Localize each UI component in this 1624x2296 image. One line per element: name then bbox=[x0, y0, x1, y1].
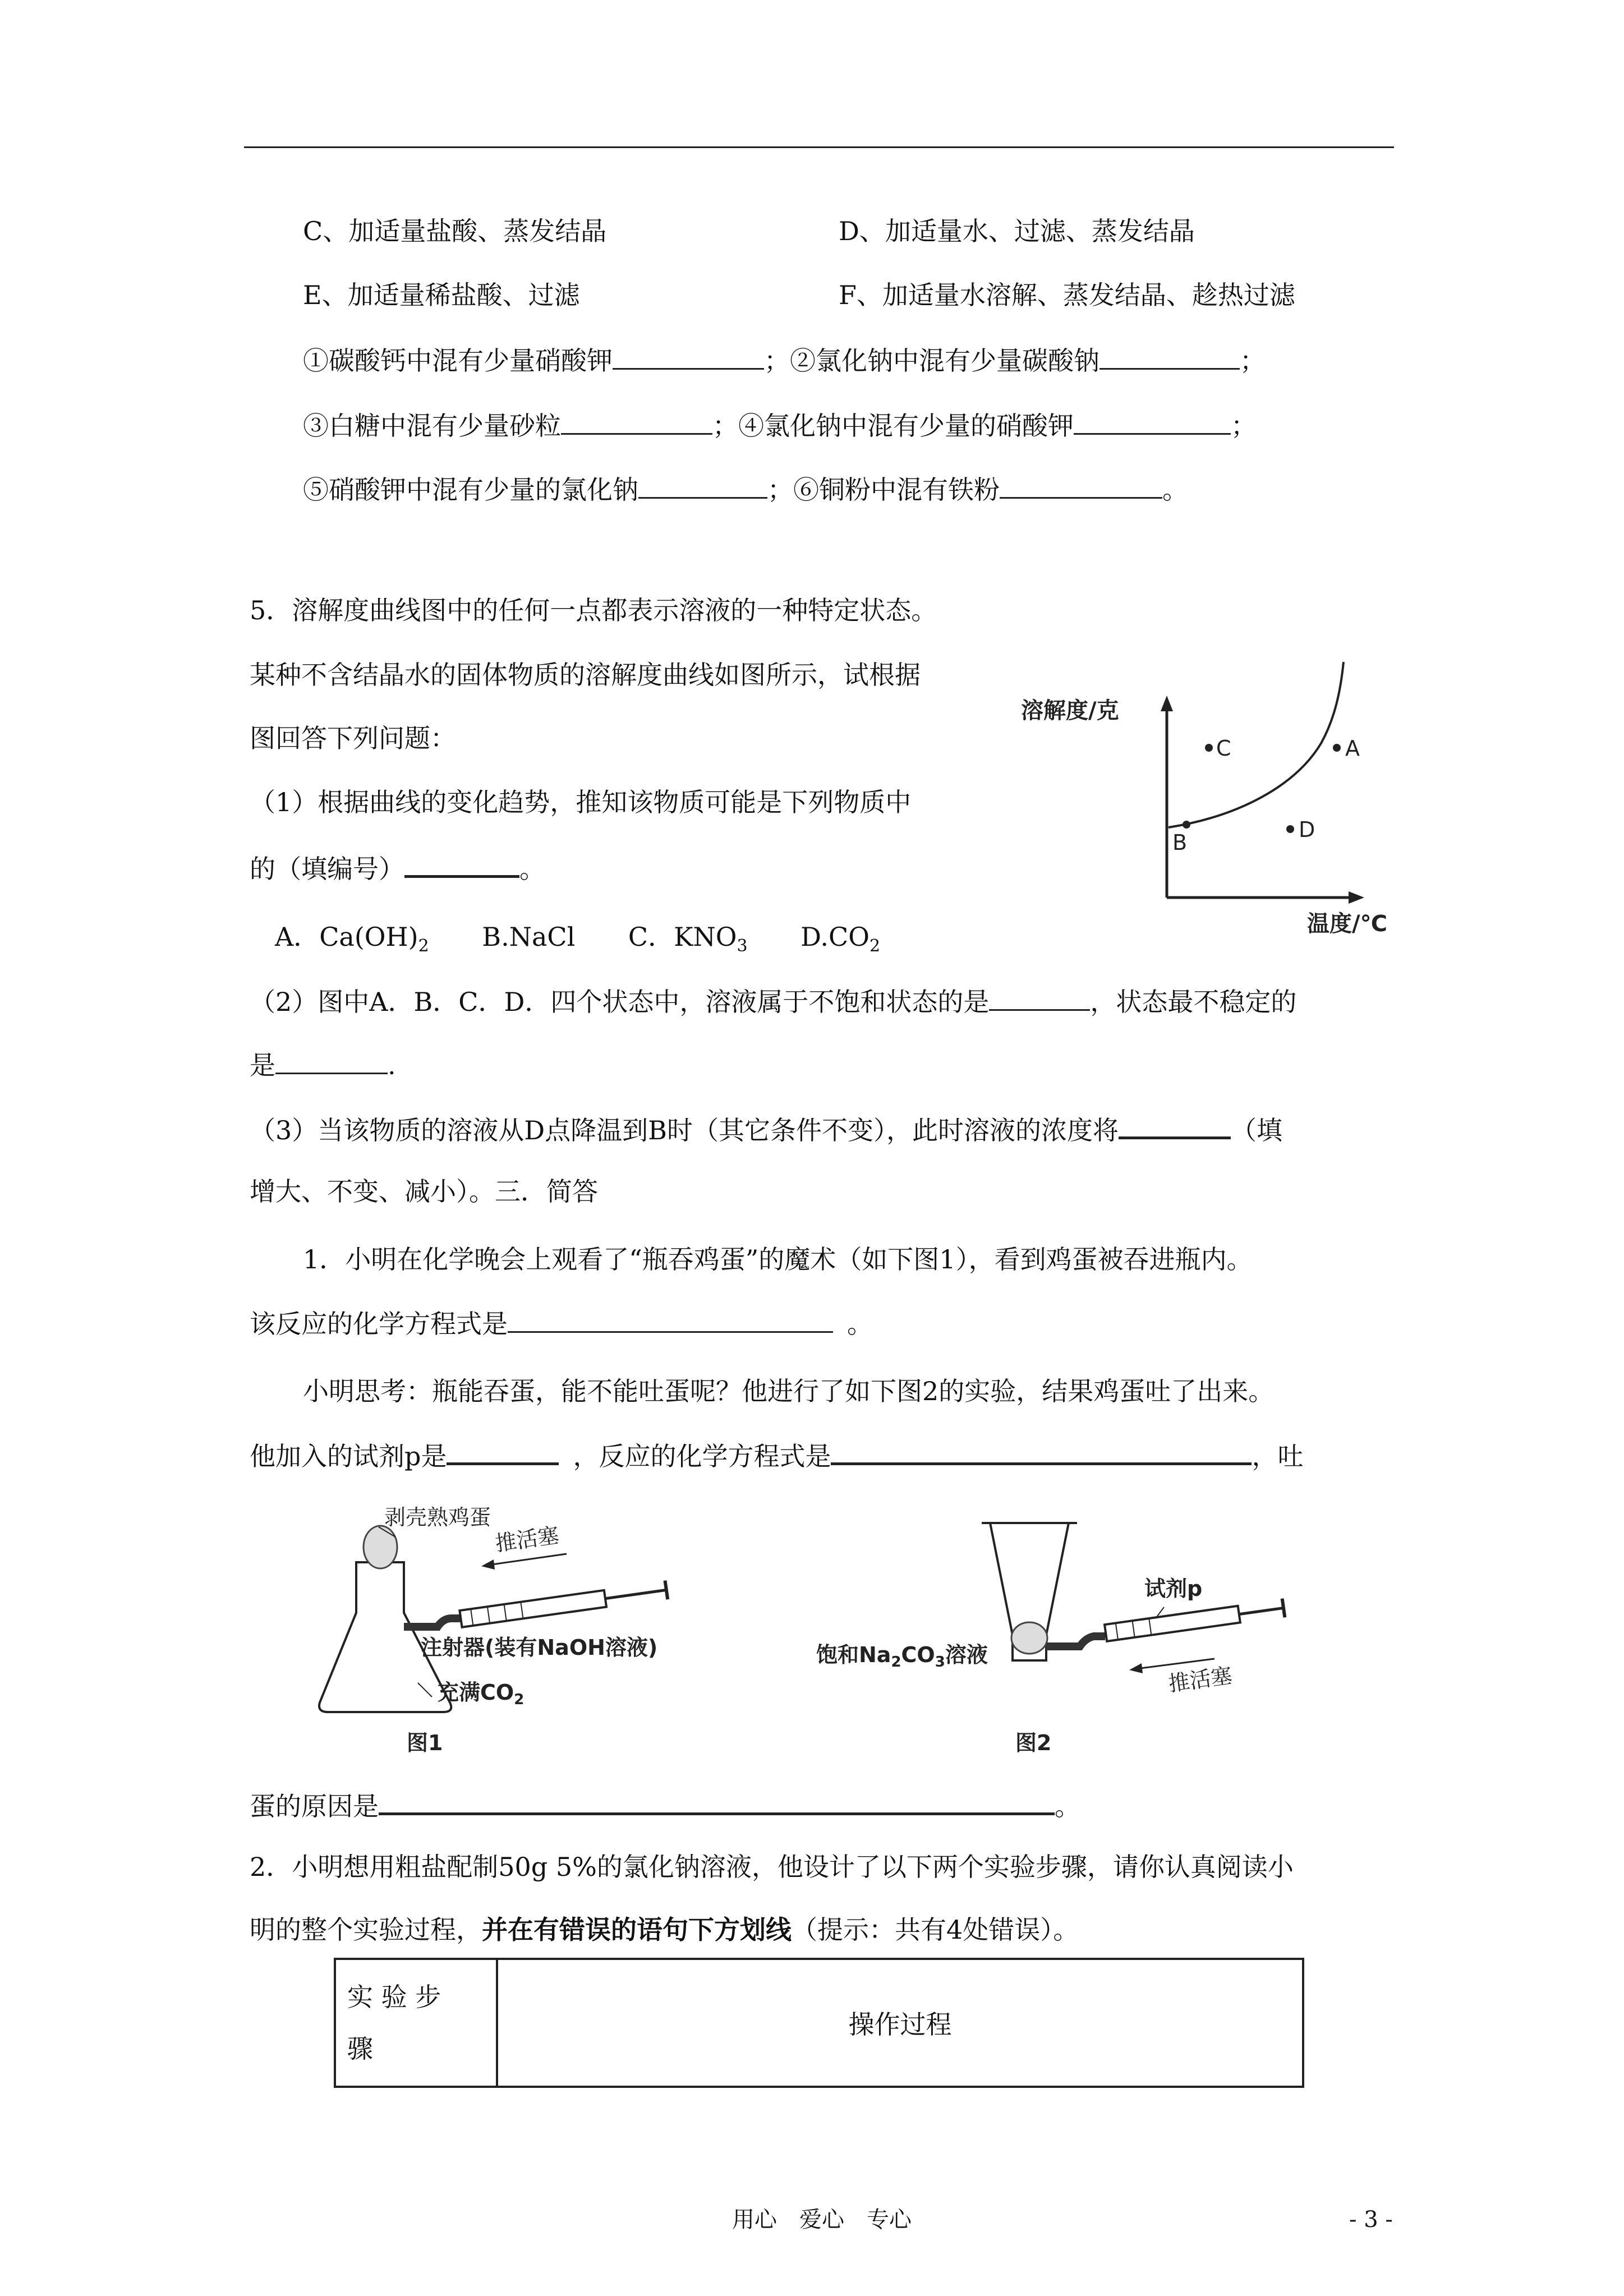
mixture-row-1 bbox=[303, 342, 1266, 378]
mixture-row-3 bbox=[303, 471, 1188, 507]
option-c: C．$KNO_3$ bbox=[628, 922, 748, 956]
figure-1-caption: 图1 bbox=[407, 1731, 443, 1755]
syringe-label: 注射器(装有NaOH溶液) bbox=[421, 1635, 658, 1660]
answer-blank[interactable] bbox=[613, 342, 764, 370]
option-e: E、加适量稀盐酸、过滤 bbox=[303, 280, 580, 310]
figure-2 bbox=[811, 1512, 1293, 1770]
option-f: F、加适量水溶解、蒸发结晶、趁热过滤 bbox=[839, 280, 1295, 310]
mixture-3: ③白糖中混有少量砂粒 bbox=[303, 411, 561, 441]
answer-blank[interactable] bbox=[379, 1787, 1055, 1815]
q5-part-2: （2）图中A．B．C．D．四个状态中，溶液属于不饱和状态的是 ，状态最不稳定的 bbox=[250, 983, 1296, 1019]
semicolon: ； bbox=[1240, 346, 1266, 376]
push-label: 推活塞 bbox=[1167, 1663, 1234, 1696]
mixture-6: ；⑥铜粉中混有铁粉 bbox=[767, 475, 1000, 505]
period: 。 bbox=[519, 854, 545, 884]
q5-line-5 bbox=[250, 849, 545, 886]
s1-line-3: 小明思考：瓶能吞蛋，能不能吐蛋呢？他进行了如下图2的实验，结果鸡蛋吐了出来。 bbox=[303, 1376, 1275, 1406]
answer-blank[interactable] bbox=[1099, 342, 1240, 370]
solubility-chart bbox=[1004, 645, 1419, 937]
point-a-label: A bbox=[1345, 736, 1360, 761]
syringe bbox=[1105, 1599, 1285, 1642]
answer-blank[interactable] bbox=[275, 1047, 388, 1074]
egg bbox=[1011, 1622, 1047, 1654]
s1-line-2: 该反应的化学方程式是 。 bbox=[250, 1305, 873, 1341]
q5-fill-prompt: 的（填编号） bbox=[250, 854, 404, 884]
footer-motto: 用心 爱心 专心 bbox=[732, 2207, 912, 2233]
point-d-dot bbox=[1286, 825, 1294, 833]
mixture-4: ；④氯化钠中混有少量的硝酸钾 bbox=[712, 411, 1074, 441]
connector-tube bbox=[1046, 1636, 1105, 1646]
connector-tube bbox=[404, 1618, 460, 1627]
q5-options bbox=[275, 920, 880, 954]
q5-part-2-cont: 是 . bbox=[250, 1047, 396, 1082]
point-d-label: D bbox=[1299, 817, 1315, 842]
option-b: B.NaCl bbox=[482, 922, 576, 952]
period: 。 bbox=[1162, 475, 1188, 505]
answer-blank[interactable] bbox=[404, 849, 519, 878]
s1-line-5: 蛋的原因是 。 bbox=[250, 1787, 1080, 1823]
point-c-label: C bbox=[1216, 736, 1231, 761]
push-arrowhead bbox=[481, 1559, 495, 1570]
page-number: - 3 - bbox=[1349, 2207, 1393, 2233]
push-label: 推活塞 bbox=[494, 1522, 561, 1556]
reagent-label: 试剂p bbox=[1144, 1576, 1203, 1601]
s1-line-4: 他加入的试剂p是 ，反应的化学方程式是 ，吐 bbox=[250, 1437, 1303, 1473]
y-axis-label: 溶解度/克 bbox=[1021, 698, 1119, 724]
figure-1 bbox=[303, 1503, 740, 1761]
table-header-process: 操作过程 bbox=[497, 1959, 1303, 2087]
header-rule bbox=[244, 146, 1394, 148]
y-axis-arrow bbox=[1161, 696, 1173, 711]
push-arrowhead bbox=[1129, 1663, 1143, 1673]
point-b-dot bbox=[1183, 821, 1190, 829]
answer-blank[interactable] bbox=[447, 1437, 559, 1465]
s2-line-2: 明的整个实验过程，并在有错误的语句下方划线（提示：共有4处错误）。 bbox=[250, 1915, 1079, 1945]
q5-part-3: （3）当该物质的溶液从D点降温到B时（其它条件不变），此时溶液的浓度将 （填 bbox=[250, 1111, 1282, 1147]
solubility-curve bbox=[1168, 662, 1344, 827]
answer-blank[interactable] bbox=[1119, 1111, 1231, 1139]
solution-label: 饱和$Na_2CO_3$溶液 bbox=[816, 1642, 988, 1671]
answer-blank[interactable] bbox=[508, 1305, 833, 1333]
mixture-5: ⑤硝酸钾中混有少量的氯化钠 bbox=[303, 475, 638, 505]
bold-instruction: 并在有错误的语句下方划线 bbox=[482, 1915, 792, 1945]
mixture-2: ；②氯化钠中混有少量碳酸钠 bbox=[764, 346, 1099, 376]
co2-label: 充满$CO_2$ bbox=[438, 1680, 525, 1708]
answer-blank[interactable] bbox=[831, 1437, 1252, 1465]
option-d: $D.CO_2$ bbox=[801, 922, 881, 956]
answer-blank[interactable] bbox=[989, 983, 1090, 1011]
egg-label: 剥壳熟鸡蛋 bbox=[384, 1505, 491, 1530]
point-c-dot bbox=[1205, 744, 1213, 752]
x-axis-arrow bbox=[1349, 891, 1364, 904]
option-d: D、加适量水、过滤、蒸发结晶 bbox=[839, 216, 1195, 246]
syringe bbox=[459, 1581, 668, 1628]
answer-blank[interactable] bbox=[1000, 471, 1162, 499]
point-b-label: B bbox=[1172, 830, 1188, 855]
egg bbox=[364, 1526, 397, 1568]
q5-line-3: 图回答下列问题： bbox=[250, 723, 456, 753]
q5-line-2: 某种不含结晶水的固体物质的溶解度曲线如图所示，试根据 bbox=[250, 660, 921, 690]
answer-blank[interactable] bbox=[1074, 407, 1231, 435]
mixture-1: ①碳酸钙中混有少量硝酸钾 bbox=[303, 346, 613, 376]
answer-blank[interactable] bbox=[638, 471, 767, 499]
mixture-row-2 bbox=[303, 407, 1257, 443]
option-c: C、加适量盐酸、蒸发结晶 bbox=[303, 216, 607, 246]
co2-leader bbox=[418, 1683, 432, 1697]
figure-2-caption: 图2 bbox=[1015, 1731, 1052, 1755]
semicolon: ； bbox=[1231, 411, 1257, 441]
s1-line-1: 1．小明在化学晚会上观看了“瓶吞鸡蛋”的魔术（如下图1），看到鸡蛋被吞进瓶内。 bbox=[303, 1244, 1253, 1274]
table-header-step: 实 验 步 骤 bbox=[335, 1959, 497, 2087]
answer-blank[interactable] bbox=[561, 407, 712, 435]
point-a-dot bbox=[1333, 744, 1341, 752]
option-a: A．$Ca(OH)_2$ bbox=[275, 922, 429, 956]
q5-line-4: （1）根据曲线的变化趋势，推知该物质可能是下列物质中 bbox=[250, 787, 912, 817]
steps-table bbox=[334, 1958, 1304, 2088]
q5-intro: 5．溶解度曲线图中的任何一点都表示溶液的一种特定状态。 bbox=[250, 595, 937, 625]
x-axis-label: 温度/℃ bbox=[1307, 911, 1388, 937]
q5-part-3-cont: 增大、不变、减小）。三．简答 bbox=[250, 1176, 598, 1207]
s2-line-1: 2．小明想用粗盐配制50g 5%的氯化钠溶液，他设计了以下两个实验步骤，请你认真阅读小 bbox=[250, 1852, 1294, 1882]
